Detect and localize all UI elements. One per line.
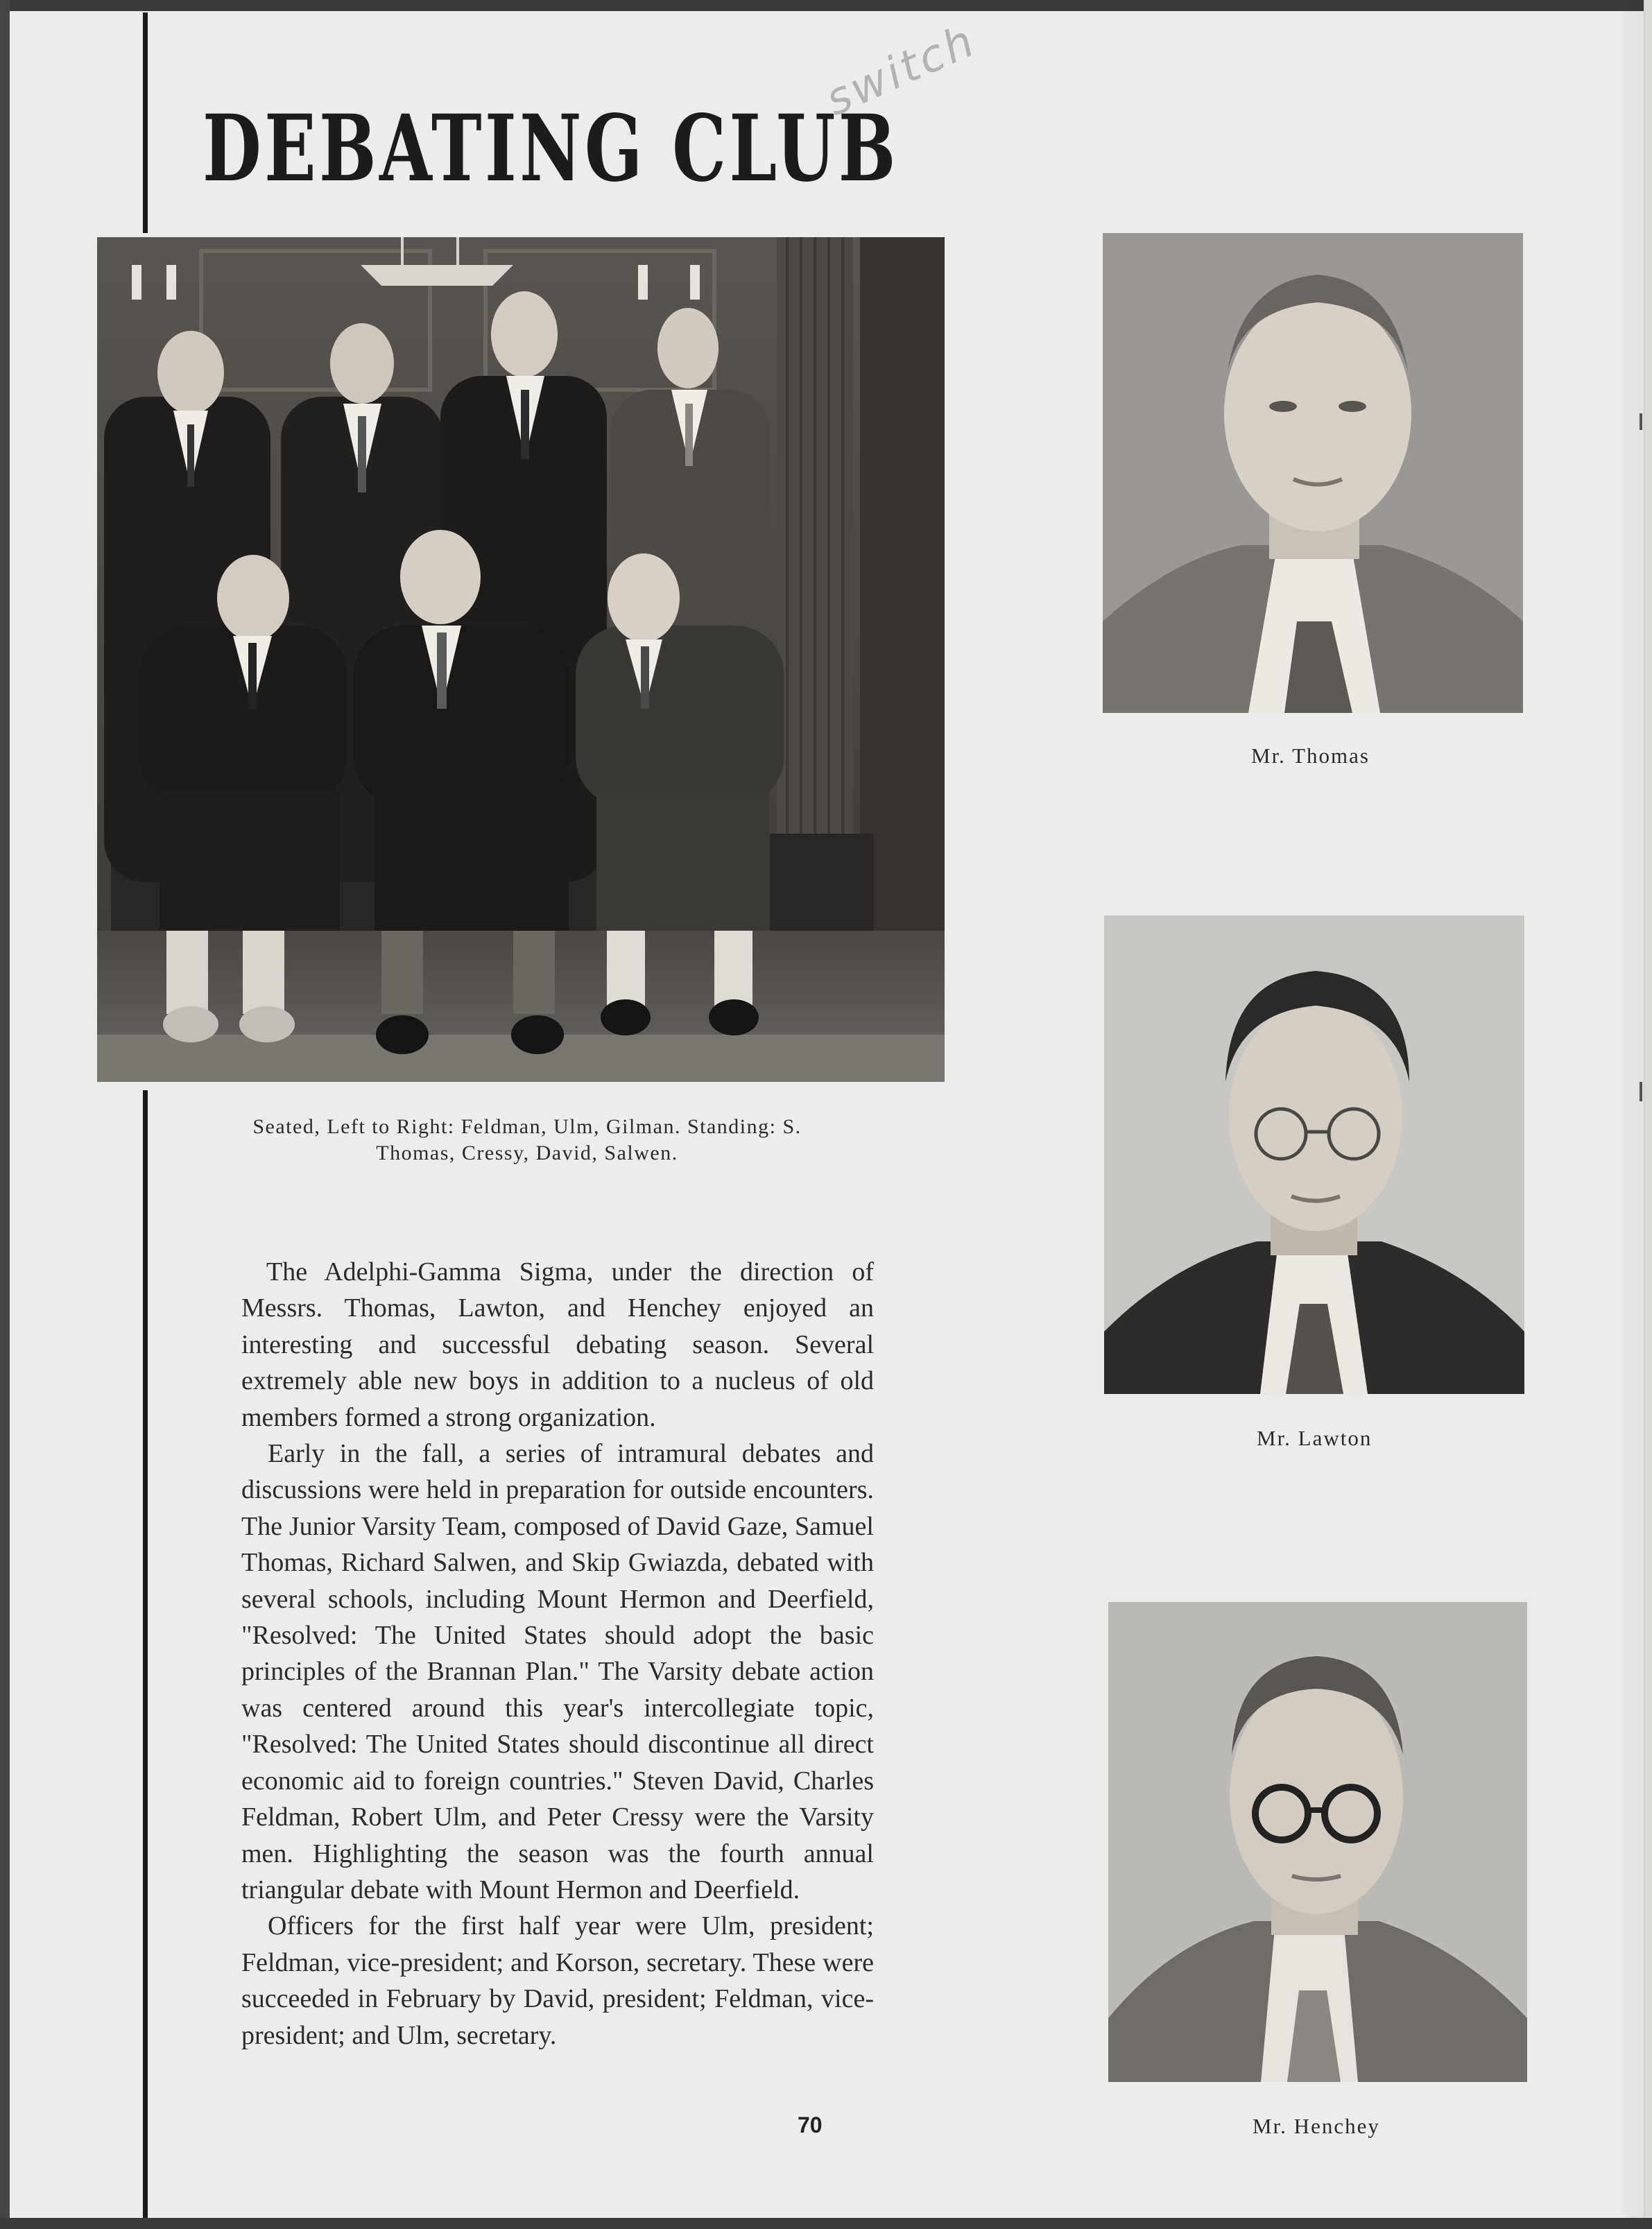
edge-mark — [1640, 1082, 1642, 1101]
page-title: DEBATING CLUB — [203, 95, 899, 203]
scan-edge-left — [0, 0, 10, 2229]
article-paragraph: The Adelphi-Gamma Sigma, under the direction of Messrs. Thomas, Lawton, and Henchey enjoyed an interesting and successful debating season. Several extremely able new boys in addition to a nucleus of old members formed a strong organization. — [241, 1257, 874, 1432]
article-body — [241, 1254, 874, 2054]
edge-mark — [1640, 413, 1642, 430]
article-paragraph: Early in the fall, a series of intramural debates and discussions were held in preparation for outside encounters. The Junior Varsity Team, composed of David Gaze, Samuel Thomas, Richard Salwen, and Skip Gwiazda, debated with several schools, including Mount Hermon and Deerfield, "Resolved: The United States should adopt the basic principles of the Brannan Plan." The Varsity debate action was centered around this year's intercollegiate topic, "Resolved: The United States should discontinue all direct economic aid to foreign countries." Steven David, Charles Feldman, Robert Ulm, and Peter Cressy were the Varsity men. Highlighting the season was the fourth annual triangular debate with Mount Hermon and Deerfield. — [241, 1439, 874, 1904]
vertical-rule-bottom — [143, 1090, 148, 2218]
vertical-rule-top — [143, 12, 148, 233]
portrait-name-thomas: Mr. Thomas — [1251, 743, 1370, 768]
scan-edge-top — [0, 0, 1652, 11]
caption-line: Thomas, Cressy, David, Salwen. — [376, 1142, 678, 1164]
group-photo-image — [97, 237, 945, 1082]
portrait-name-henchey: Mr. Henchey — [1253, 2114, 1380, 2138]
scan-edge-right — [1644, 0, 1652, 2229]
page-number: 70 — [798, 2112, 823, 2137]
portrait-thomas — [1103, 233, 1523, 713]
portrait-lawton-image — [1104, 915, 1524, 1394]
portrait-lawton — [1104, 915, 1524, 1394]
portrait-henchey-image — [1108, 1602, 1527, 2082]
article-paragraph: Officers for the first half year were Ulm, president; Feldman, vice-president; and Korson, secretary. These were succeeded in February by David, president; Feldman, vice-president; and Ulm, secretary. — [241, 1911, 874, 2050]
handwritten-note: switch — [818, 15, 984, 126]
caption-line: Seated, Left to Right: Feldman, Ulm, Gilman. Standing: S. — [252, 1115, 802, 1138]
binding-shadow — [1616, 0, 1644, 2229]
group-photo — [97, 237, 945, 1082]
portrait-henchey — [1108, 1602, 1527, 2082]
portrait-name-lawton: Mr. Lawton — [1257, 1426, 1373, 1450]
group-photo-caption — [187, 1114, 867, 1167]
scan-edge-bottom — [0, 2218, 1652, 2229]
portrait-thomas-image — [1103, 233, 1523, 713]
